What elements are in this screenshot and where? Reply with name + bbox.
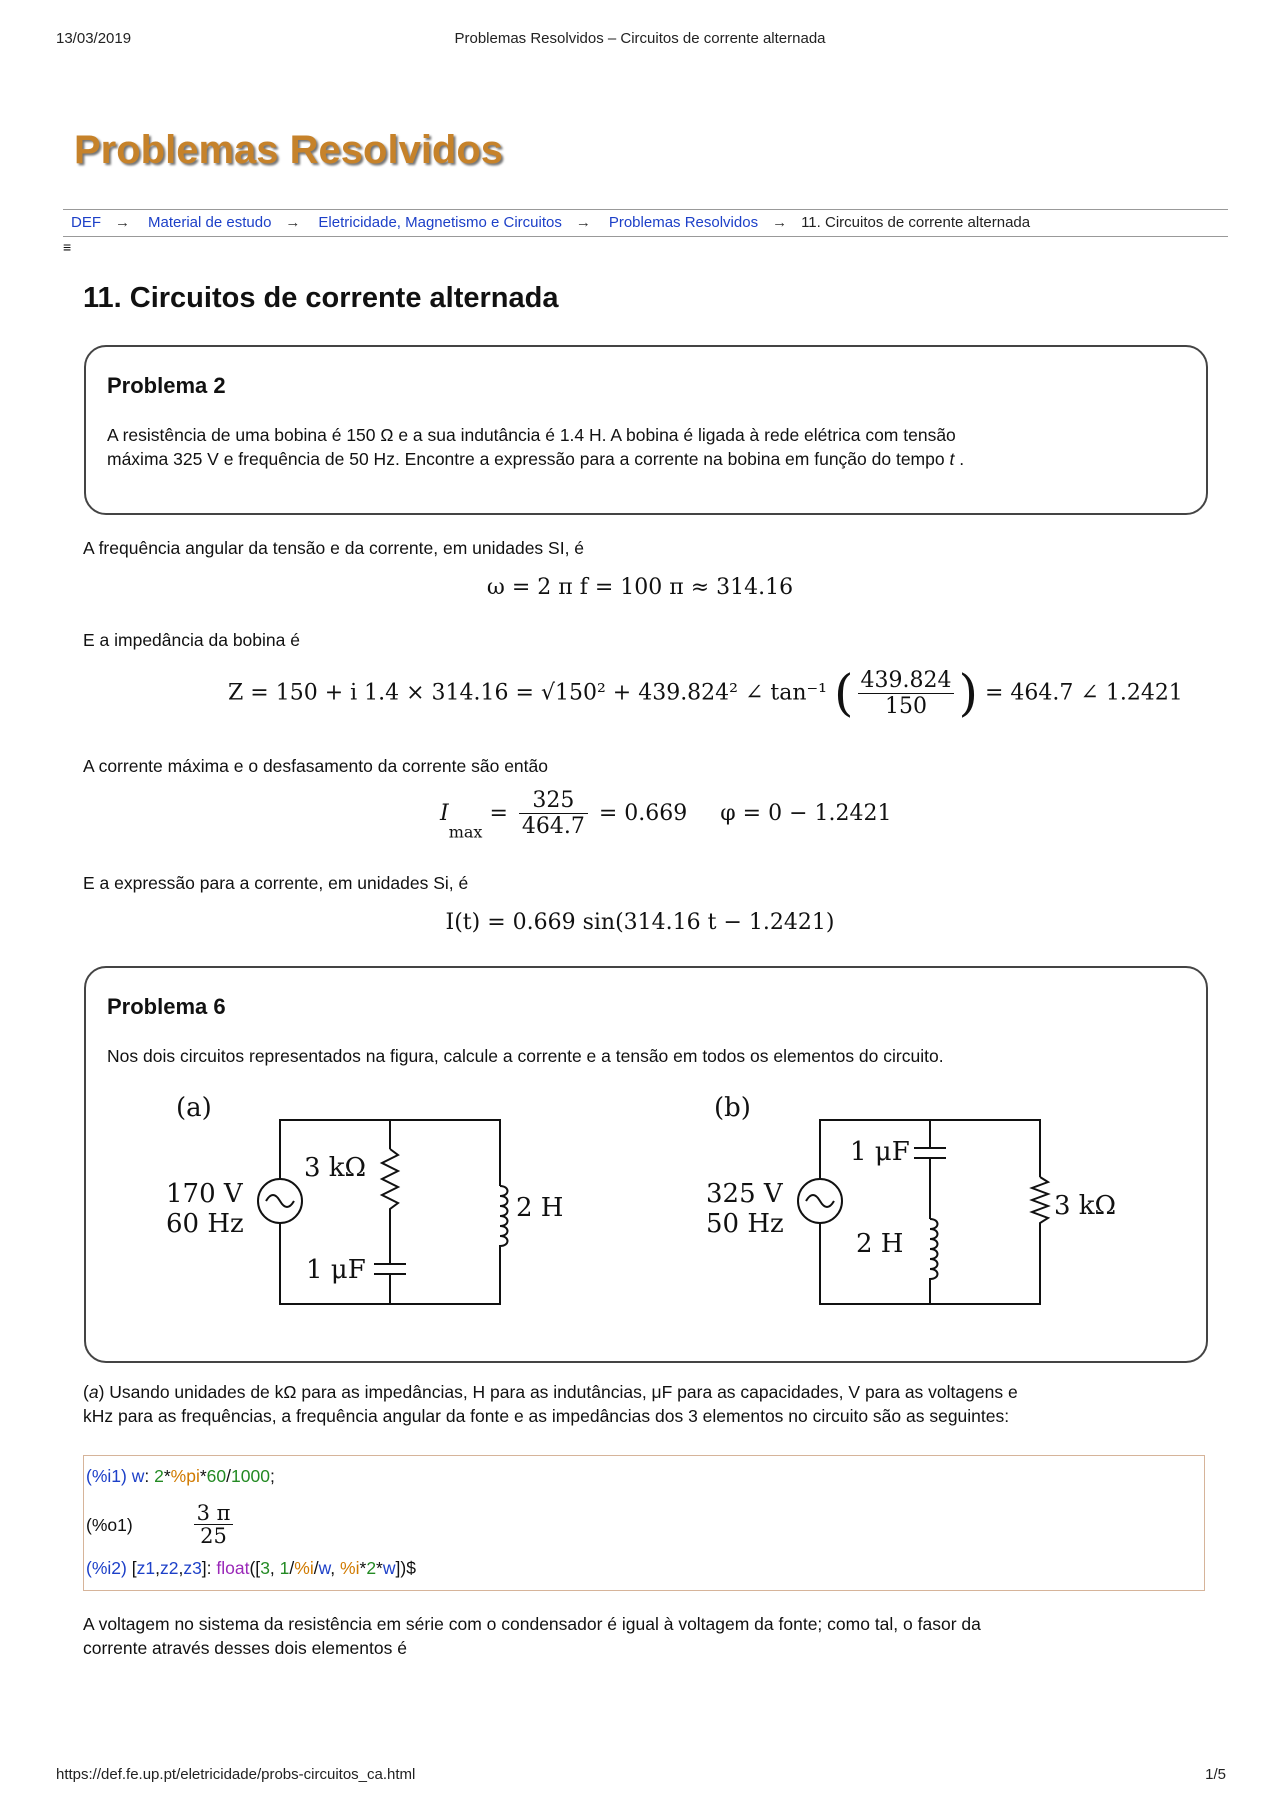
print-date: 13/03/2019: [56, 30, 132, 47]
input-1-label: (%i1): [86, 1466, 127, 1486]
output-1-den: 25: [200, 1524, 227, 1548]
circuit-a-sine-icon: [266, 1195, 294, 1207]
sol2-p2: E a impedância da bobina é: [83, 630, 300, 650]
breadcrumb-current: 11. Circuitos de corrente alternada: [801, 214, 1031, 231]
code-token: w: [131, 1466, 145, 1486]
code-token: float: [216, 1558, 250, 1578]
eq-impedance: [228, 664, 1183, 722]
code-token: /: [226, 1466, 231, 1486]
code-token: *: [359, 1558, 367, 1578]
code-token: ,: [330, 1558, 336, 1578]
breadcrumb-link-material[interactable]: Material de estudo: [148, 214, 272, 231]
breadcrumb-arrow-icon: →: [285, 214, 301, 231]
code-token: ;: [269, 1466, 275, 1486]
eq-imax-fraction: [519, 788, 588, 839]
problem-2-line-2: [107, 447, 1167, 471]
code-token: ,: [155, 1558, 160, 1578]
eq-imax-symbol: I: [440, 801, 449, 826]
code-token: %pi: [170, 1466, 200, 1486]
sol6-p2-line2: corrente através desses dois elementos é: [83, 1638, 407, 1658]
circuit-a-inductor-icon: [500, 1186, 508, 1250]
eq-impedance-left: Z = 150 + i 1.4 × 314.16 = √150² + 439.824² ∠ tan⁻¹: [228, 680, 827, 706]
input-2-label: (%i2): [86, 1558, 127, 1578]
eq-imax-value: = 0.669: [598, 801, 688, 826]
problem-6-box: [84, 966, 1208, 1363]
code-token: %i: [294, 1558, 314, 1578]
eq-impedance-num: 439.824: [858, 668, 955, 694]
circuit-a-source-voltage: 170 V: [166, 1179, 243, 1209]
circuit-a-label: (a): [176, 1093, 212, 1123]
output-1-num: 3 π: [194, 1502, 234, 1525]
sol6-p1: [83, 1380, 1203, 1428]
problem-6-title: Problema 6: [107, 994, 226, 1019]
circuit-diagrams: [86, 1080, 1126, 1350]
code-token: 3: [260, 1558, 270, 1578]
breadcrumb-arrow-icon: →: [115, 214, 130, 231]
code-token: w: [318, 1558, 331, 1578]
site-title[interactable]: Problemas Resolvidos: [74, 128, 504, 172]
code-token: [: [131, 1558, 137, 1578]
code-token: *: [199, 1466, 207, 1486]
breadcrumb: [63, 209, 1228, 237]
code-token: :: [144, 1466, 150, 1486]
eq-imax-den: 464.7: [521, 814, 585, 839]
breadcrumb-link-def[interactable]: DEF: [71, 214, 101, 231]
circuit-b-capacitor-label: 1 μF: [850, 1137, 910, 1167]
eq-imax-sub: max: [448, 822, 483, 842]
sol6-p1-line1-text: ) Usando unidades de kΩ para as impedâncias, H para as indutâncias, μF para as capacidades, V para as voltagens e: [98, 1382, 1018, 1402]
output-1-fraction: [194, 1502, 234, 1547]
code-token: z1: [136, 1558, 156, 1578]
code-token: ,: [178, 1558, 184, 1578]
time-variable: t: [949, 449, 955, 469]
eq-imax-num: 325: [519, 788, 588, 814]
paren-close-icon: ): [958, 664, 978, 722]
circuit-b-source-freq: 50 Hz: [706, 1209, 784, 1239]
sol2-p3: A corrente máxima e o desfasamento da corrente são então: [83, 756, 548, 776]
code-token: 60: [206, 1466, 227, 1486]
breadcrumb-arrow-icon: →: [772, 214, 788, 231]
circuit-b: [706, 1093, 1116, 1304]
circuit-a-resistor-label: 3 kΩ: [304, 1153, 367, 1183]
circuit-b-resistor-icon: [1032, 1177, 1048, 1237]
eq-impedance-fraction: [858, 668, 955, 719]
code-token: z3: [183, 1558, 202, 1578]
footer-url: https://def.fe.up.pt/eletricidade/probs-circuitos_ca.html: [56, 1766, 416, 1783]
code-token: 2: [154, 1466, 164, 1486]
code-token: %i: [340, 1558, 360, 1578]
breadcrumb-arrow-icon: →: [575, 214, 591, 231]
circuit-b-resistor-label: 3 kΩ: [1054, 1191, 1117, 1221]
maxima-output-1: [86, 1502, 237, 1547]
eq-omega: ω = 2 π f = 100 π ≈ 314.16: [486, 575, 794, 600]
circuit-b-sine-icon: [806, 1195, 834, 1207]
circuit-a: [166, 1093, 563, 1304]
circuit-a-capacitor-label: 1 μF: [306, 1255, 366, 1285]
sol6-p2: [83, 1612, 1203, 1660]
paren-open-icon: (: [833, 664, 854, 722]
code-token: 1: [279, 1558, 290, 1578]
footer-page-number: 1/5: [1205, 1766, 1226, 1783]
problem-2-line-2-text: máxima 325 V e frequência de 50 Hz. Encontre a expressão para a corrente na bobina em função do tempo: [107, 449, 950, 469]
eq-impedance-den: 150: [884, 693, 927, 719]
eq-phi: φ = 0 − 1.2421: [720, 801, 892, 826]
code-token: z2: [159, 1558, 179, 1578]
eq-imax-equals: =: [489, 801, 508, 826]
circuit-b-label: (b): [714, 1093, 751, 1123]
sol6-p2-line1: A voltagem no sistema da resistência em série com o condensador é igual à voltagem da fonte; como tal, o fasor da: [83, 1614, 981, 1634]
sol2-p1: A frequência angular da tensão e da corrente, em unidades SI, é: [83, 538, 585, 558]
problem-2-text: [107, 423, 1167, 471]
eq-imax: [440, 788, 892, 842]
problem-2-line-2-end: .: [954, 449, 965, 469]
code-token: ])$: [395, 1558, 416, 1578]
problem-2-line-1: A resistência de uma bobina é 150 Ω e a sua indutância é 1.4 H. A bobina é ligada à rede elétrica com tensão: [107, 425, 956, 445]
sol6-p1-line1: (a) Usando unidades de kΩ para as impedâncias, H para as indutâncias, μF para as capacidades, V para as voltagens e: [83, 1382, 1018, 1402]
print-title: Problemas Resolvidos – Circuitos de corrente alternada: [454, 30, 826, 47]
breadcrumb-link-eletricidade[interactable]: Eletricidade, Magnetismo e Circuitos: [318, 214, 562, 231]
circuit-a-resistor-icon: [382, 1149, 398, 1264]
problem-6-text: Nos dois circuitos representados na figura, calcule a corrente e a tensão em todos os elementos do circuito.: [107, 1046, 944, 1066]
maxima-input-2[interactable]: [86, 1557, 416, 1579]
circuit-b-source-voltage: 325 V: [706, 1179, 783, 1209]
code-token: ,: [269, 1558, 275, 1578]
code-token: 2: [366, 1558, 377, 1578]
circuit-b-inductor-label: 2 H: [856, 1229, 904, 1259]
maxima-input-1[interactable]: [86, 1465, 275, 1487]
menu-icon[interactable]: ≡: [63, 239, 72, 255]
maxima-session: [83, 1455, 1205, 1591]
code-token: w: [382, 1558, 396, 1578]
code-token: /: [289, 1558, 295, 1578]
code-token: /: [313, 1558, 319, 1578]
page-title: 11. Circuitos de corrente alternada: [83, 282, 559, 314]
code-token: ]:: [201, 1558, 212, 1578]
sol2-p4: E a expressão para a corrente, em unidades Si, é: [83, 873, 469, 893]
code-token: ([: [249, 1558, 261, 1578]
circuit-a-source-freq: 60 Hz: [166, 1209, 244, 1239]
circuit-a-inductor-label: 2 H: [516, 1193, 564, 1223]
code-token: *: [376, 1558, 383, 1578]
problem-2-title: Problema 2: [107, 373, 226, 398]
code-token: 1000: [231, 1466, 270, 1486]
breadcrumb-link-problemas[interactable]: Problemas Resolvidos: [608, 214, 759, 231]
code-token: *: [163, 1466, 171, 1486]
sol6-p1-line2: kHz para as frequências, a frequência angular da fonte e as impedâncias dos 3 elementos no circuito são as seguintes:: [83, 1406, 1010, 1426]
eq-current: I(t) = 0.669 sin(314.16 t − 1.2421): [445, 910, 835, 935]
circuit-b-inductor-icon: [930, 1219, 938, 1283]
eq-impedance-right: = 464.7 ∠ 1.2421: [985, 680, 1183, 706]
problem-2-box: [84, 345, 1208, 515]
sol6-part-a: a: [88, 1382, 99, 1402]
output-1-label: (%o1): [86, 1514, 133, 1535]
